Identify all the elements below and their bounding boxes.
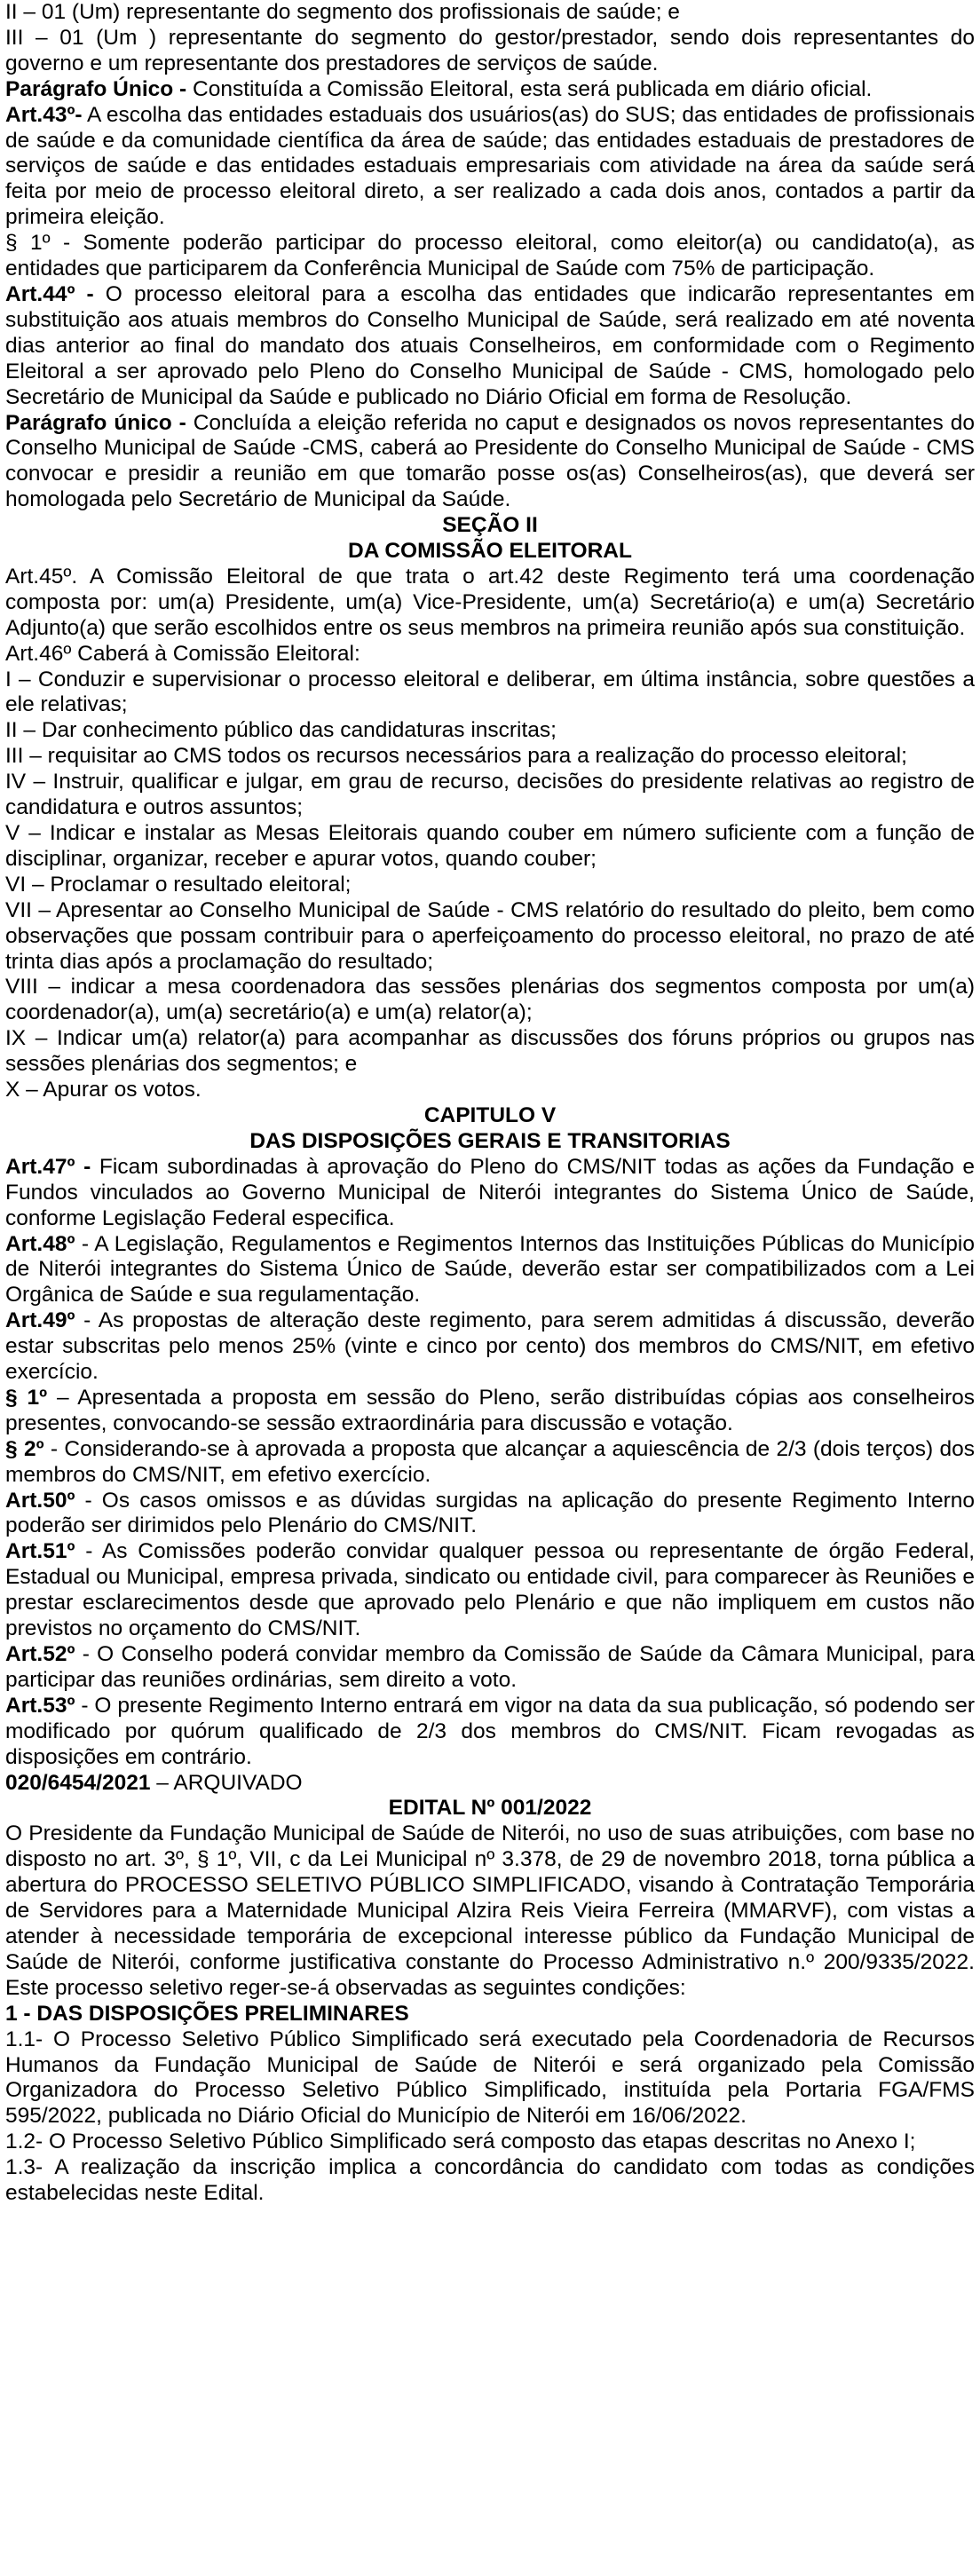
paragraph-text: A escolha das entidades estaduais dos usuários(as) do SUS; das entidades de profissionais de saúde e da comunidade científica da área de saúde; das entidades estaduais de prestadores de serviços de saúde e das entidades estaduais empresariais com atividade na área da saúde será feita por meio de processo eleitoral direto, a ser realizado a cada dois anos, contados a partir da primeira eleição. [5,102,975,230]
paragraph [5,1232,975,1309]
bold-lead: Art.49º [5,1308,75,1333]
paragraph-text: - As propostas de alteração deste regimento, para serem admitidas á discussão, deverão estar subscritas pelo menos 25% (vinte e cinco por cento) dos membros do CMS/NIT, em efetivo exercício. [5,1308,975,1385]
bold-lead: Art.43º- [5,102,83,127]
paragraph-text: – ARQUIVADO [150,1770,303,1795]
subsection-heading: 1 - DAS DISPOSIÇÕES PRELIMINARES [5,2001,409,2026]
paragraph [5,282,975,411]
section-heading: DA COMISSÃO ELEITORAL [348,539,632,564]
bold-lead: § 1º [5,1385,48,1410]
bold-lead: Art.51º [5,1539,75,1564]
paragraph [5,1642,975,1694]
list-item: VII – Apresentar ao Conselho Municipal de Saúde - CMS relatório do resultado do pleito, bem como observações que possam contribuir para o aperfeiçoamento do processo eleitoral, no prazo de até trinta dias após a proclamação do resultado; [5,897,975,974]
paragraph-text: Concluída a eleição referida no caput e designados os novos representantes do Conselho Municipal de Saúde -CMS, caberá ao Presidente do Conselho Municipal de Saúde - CMS convocar e presidir a reunião em que tomarão posse os(as) Conselheiros(as), que deverá ser homologada pelo Secretário de Municipal da Saúde. [5,410,975,512]
bold-lead: Art.50º [5,1488,75,1513]
paragraph: III – 01 (Um ) representante do segmento do gestor/prestador, sendo dois representantes do governo e um representante dos prestadores de serviços de saúde. [5,25,975,75]
paragraph-text: - O presente Regimento Interno entrará em vigor na data da sua publicação, só podendo ser modificado por quórum qualificado de 2/3 dos membros do CMS/NIT. Ficam revogadas as disposições em contrário. [5,1693,975,1769]
paragraph: 1.3- A realização da inscrição implica a concordância do candidato com todas as condições estabelecidas neste Edital. [5,2155,975,2206]
paragraph-text: - Os casos omissos e as dúvidas surgidas na aplicação do presente Regimento Interno poderão ser dirimidos pelo Plenário do CMS/NIT. [5,1488,975,1538]
section-heading: SEÇÃO II [442,513,538,538]
paragraph [5,1155,975,1232]
list-item: VIII – indicar a mesa coordenadora das sessões plenárias dos segmentos composta por um(a) coordenador(a), um(a) secretário(a) e um(a) relator(a); [5,975,975,1025]
list-item: VI – Proclamar o resultado eleitoral; [5,872,352,897]
paragraph: O Presidente da Fundação Municipal de Saúde de Niterói, no uso de suas atribuições, com base no disposto no art. 3º, § 1º, VII, c da Lei Municipal nº 3.378, de 29 de novembro 2018, torna pública a abertura do PROCESSO SELETIVO PÚBLICO SIMPLIFICADO, visando à Contratação Temporária de Servidores para a Maternidade Municipal Alzira Reis Vieira Ferreira (MMARVF), com vistas a atender à necessidade temporária de excepcional interesse público da Fundação Municipal de Saúde de Niterói, conforme justificativa constante do Processo Administrativo n.º 200/9335/2022. Este processo seletivo reger-se-á observadas as seguintes condições: [5,1821,975,2000]
chapter-heading: CAPITULO V [423,1102,557,1127]
bold-lead: 020/6454/2021 [5,1770,151,1795]
paragraph [5,1539,975,1642]
bold-lead: Art.53º [5,1693,75,1718]
bold-lead: Parágrafo Único - [5,76,187,101]
paragraph-text: - As Comissões poderão convidar qualquer pessoa ou representante de órgão Federal, Estadual ou Municipal, empresa privada, sindicato ou entidade civil, para comparecer às Reuniões e prestar esclarecimentos desde que aprovado pelo Plenário e que não impliquem em custos não previstos no orçamento do CMS/NIT. [5,1539,975,1641]
paragraph [5,1308,975,1386]
paragraph: II – 01 (Um) representante do segmento dos profissionais de saúde; e [5,0,680,24]
bold-lead: Art.52º [5,1642,75,1666]
bold-lead: Art.44º - [5,281,94,306]
list-item: IV – Instruir, qualificar e julgar, em grau de recurso, decisões do presidente relativas ao registro de candidatura e outros assuntos; [5,770,975,820]
paragraph [5,77,975,103]
paragraph [5,1437,975,1489]
paragraph: 1.1- O Processo Seletivo Público Simplificado será executado pela Coordenadoria de Recursos Humanos da Fundação Municipal de Saúde de Niterói e será organizado pela Comissão Organizadora do Processo Seletivo Público Simplificado, instituída pela Portaria FGA/FMS 595/2022, publicada no Diário Oficial do Município de Niterói em 16/06/2022. [5,2027,975,2129]
edital-heading: EDITAL Nº 001/2022 [388,1796,592,1821]
chapter-heading: DAS DISPOSIÇÕES GERAIS E TRANSITORIAS [249,1128,731,1153]
paragraph-text: Ficam subordinadas à aprovação do Pleno do CMS/NIT todas as ações da Fundação e Fundos vinculados ao Governo Municipal de Niterói integrantes do Sistema Único de Saúde, conforme Legislação Federal especifica. [5,1154,976,1230]
paragraph-text: O processo eleitoral para a escolha das entidades que indicarão representantes em substituição aos atuais membros do Conselho Municipal de Saúde, será realizado em até noventa dias anterior ao final do mandato dos atuais Conselheiros, em conformidade com o Regimento Eleitoral a ser aprovado pelo Pleno do Conselho Municipal de Saúde - CMS, homologado pelo Secretário de Municipal da Saúde e publicado no Diário Oficial em forma de Resolução. [5,281,975,409]
bold-lead: Art.48º [5,1231,75,1256]
list-item: I – Conduzir e supervisionar o processo eleitoral e deliberar, em última instância, sobre questões a ele relativas; [5,667,975,717]
paragraph-text: – Apresentada a proposta em sessão do Pleno, serão distribuídas cópias aos conselheiros presentes, convocando-se sessão extraordinária para discussão e votação. [5,1385,975,1435]
paragraph-text: Constituída a Comissão Eleitoral, esta será publicada em diário oficial. [186,76,873,101]
paragraph: Art.46º Caberá à Comissão Eleitoral: [5,641,360,666]
list-item: III – requisitar ao CMS todos os recursos necessários para a realização do processo eleitoral; [5,744,907,769]
list-item: IX – Indicar um(a) relator(a) para acompanhar as discussões dos fóruns próprios ou grupos nas sessões plenárias dos segmentos; e [5,1026,975,1077]
bold-lead: § 2º [5,1436,44,1461]
bold-lead: Parágrafo único - [5,410,186,435]
paragraph: § 1º - Somente poderão participar do processo eleitoral, como eleitor(a) ou candidato(a), as entidades que participarem da Conferência Municipal de Saúde com 75% de participação. [5,231,975,281]
paragraph: Art.45º. A Comissão Eleitoral de que trata o art.42 deste Regimento terá uma coordenação composta por: um(a) Presidente, um(a) Vice-Presidente, um(a) Secretário(a) e um(a) Secretário Adjunto(a) que serão escolhidos entre os seus membros na primeira reunião após sua constituição. [5,564,975,640]
list-item: II – Dar conhecimento público das candidaturas inscritas; [5,718,557,743]
paragraph [5,103,975,232]
paragraph-text: - A Legislação, Regulamentos e Regimentos Internos das Instituições Públicas do Município de Niterói integrantes do Sistema Único de Saúde, deverão estar ser compatibilizados com a Lei Orgânica de Saúde e sua regulamentação. [5,1231,975,1308]
list-item: V – Indicar e instalar as Mesas Eleitorais quando couber em número suficiente com a função de disciplinar, organizar, receber e apurar votos, quando couber; [5,821,975,871]
paragraph-text: - Considerando-se à aprovada a proposta que alcançar a aquiescência de 2/3 (dois terços) dos membros do CMS/NIT, em efetivo exercício. [5,1436,975,1487]
list-item: X – Apurar os votos. [5,1078,202,1102]
paragraph-text: - O Conselho poderá convidar membro da Comissão de Saúde da Câmara Municipal, para participar das reuniões ordinárias, sem direito a voto. [5,1642,975,1692]
paragraph [5,1386,975,1437]
process-number [5,1771,975,1797]
bold-lead: Art.47º - [5,1154,91,1179]
paragraph: 1.2- O Processo Seletivo Público Simplificado será composto das etapas descritas no Anexo I; [5,2130,916,2154]
paragraph [5,1694,975,1771]
paragraph [5,1489,975,1540]
paragraph [5,411,975,514]
